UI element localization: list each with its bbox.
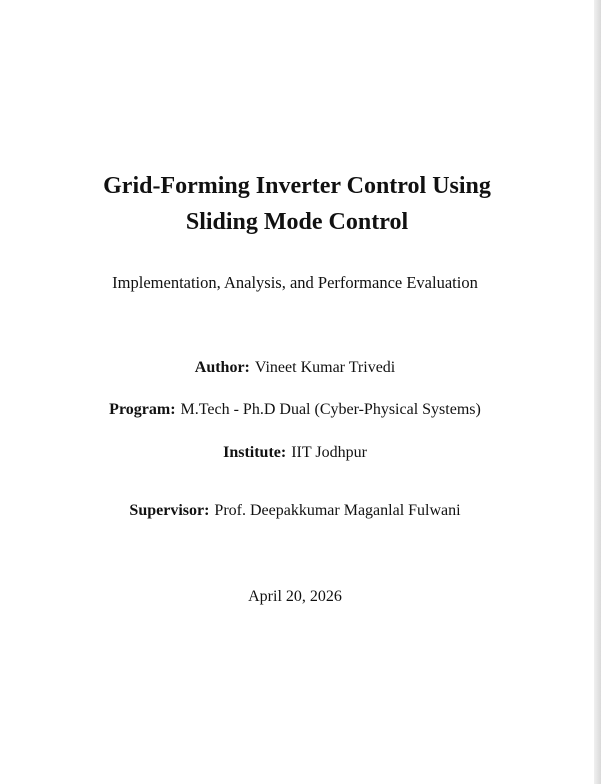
document-subtitle: Implementation, Analysis, and Performance Evaluation bbox=[112, 273, 478, 292]
supervisor-line bbox=[0, 502, 590, 520]
author-label: Author: bbox=[194, 359, 250, 376]
author-line bbox=[0, 359, 590, 377]
institute-line bbox=[0, 444, 590, 462]
document-date: April 20, 2026 bbox=[248, 588, 342, 605]
title-line-1: Grid-Forming Inverter Control Using bbox=[103, 173, 491, 199]
document-title bbox=[0, 168, 594, 240]
program-line bbox=[0, 401, 590, 419]
program-name: M.Tech - Ph.D Dual (Cyber-Physical Systems) bbox=[180, 401, 481, 418]
institute-label: Institute: bbox=[223, 444, 287, 461]
title-line-2: Sliding Mode Control bbox=[185, 209, 409, 235]
program-label: Program: bbox=[109, 401, 176, 418]
page-edge-shadow bbox=[594, 0, 601, 784]
author-name: Vineet Kumar Trivedi bbox=[254, 359, 396, 376]
institute-name: IIT Jodhpur bbox=[291, 444, 367, 461]
supervisor-label: Supervisor: bbox=[129, 502, 210, 519]
supervisor-name: Prof. Deepakkumar Maganlal Fulwani bbox=[214, 502, 461, 519]
